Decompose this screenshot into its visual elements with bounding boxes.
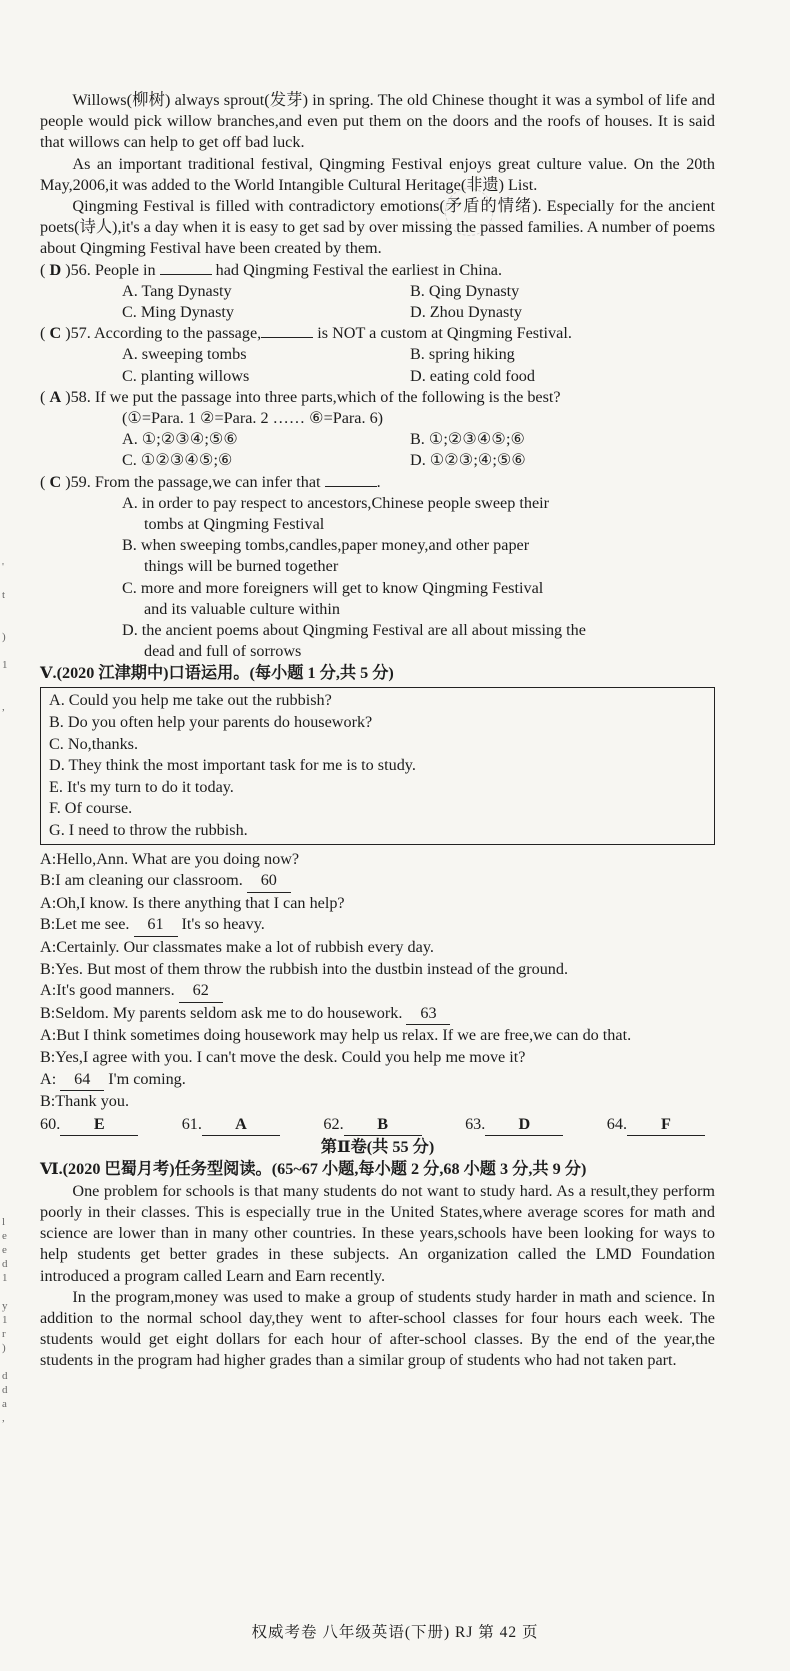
dialog-line: A:Oh,I know. Is there anything that I can help? — [40, 893, 345, 912]
dialog-line: B:I am cleaning our classroom. 60 — [40, 870, 715, 893]
option-a: A. Could you help me take out the rubbish? — [49, 691, 332, 710]
q56-option-b: B. Qing Dynasty — [410, 281, 520, 300]
blank-57 — [261, 337, 313, 338]
part-2-heading: 第Ⅱ卷(共 55 分) — [320, 1137, 435, 1156]
blank-56 — [160, 274, 212, 275]
left-margin-bleed-lower: l e e d 1 y 1 r ) d d a , — [2, 1216, 8, 1424]
answer-62: 62. B — [323, 1113, 421, 1136]
option-e: E. It's my turn to do it today. — [49, 777, 234, 796]
option-f: F. Of course. — [49, 799, 133, 818]
option-b: B. Do you often help your parents do housework? — [49, 713, 373, 732]
q59-options — [40, 493, 715, 663]
passage2-para1: One problem for schools is that many students do not want to study hard. As a result,they perform poorly in their classes. This is especially true in the United States,where average scores for math and science are lower than in many other countries. In these years,schools have been looking for ways to help students get better grades in these subjects. An organization called the LMD Foundation introduced a program called Learn and Earn recently. — [40, 1181, 715, 1285]
blank-62: 62 — [179, 980, 223, 1003]
q56-option-d: D. Zhou Dynasty — [410, 303, 522, 322]
options-box — [40, 687, 715, 844]
q58-hint: (①=Para. 1 ②=Para. 2 …… ⑥=Para. 6) — [122, 409, 384, 428]
blank-59 — [325, 486, 377, 487]
dialog-line: A:Hello,Ann. What are you doing now? — [40, 849, 300, 868]
dialog-line: B:Yes. But most of them throw the rubbish into the dustbin instead of the ground. — [40, 959, 569, 978]
q56-option-c: C. Ming Dynasty — [122, 303, 234, 322]
answer-56: D — [49, 260, 62, 279]
q59-option-d: D. the ancient poems about Qingming Festival are all about missing the dead and full of sorrows — [122, 621, 586, 661]
passage1-para2: As an important traditional festival, Qingming Festival enjoys great culture value. On the 20th May,2006,it was added to the World Intangible Cultural Heritage(非遗) List. — [40, 154, 715, 194]
q59-option-b: B. when sweeping tombs,candles,paper money,and other paper things will be burned together — [122, 536, 530, 576]
page-footer: 权威考卷 八年级英语(下册) RJ 第 42 页 — [251, 1624, 539, 1641]
answer-58: A — [49, 387, 62, 406]
q57-option-b: B. spring hiking — [410, 345, 515, 364]
dialog-line: A: 64 I'm coming. — [40, 1069, 715, 1092]
q57-option-a: A. sweeping tombs — [122, 345, 247, 364]
answer-63: 63. D — [465, 1113, 563, 1136]
answer-row — [40, 1113, 715, 1136]
answer-61: 61. A — [182, 1113, 280, 1136]
option-d: D. They think the most important task for me is to study. — [49, 756, 416, 775]
question-56: ( D )56. People in had Qingming Festival the earliest in China. — [40, 260, 503, 279]
question-59: ( C )59. From the passage,we can infer that . — [40, 472, 381, 491]
q56-options — [40, 281, 715, 323]
passage2-para2: In the program,money was used to make a group of students study harder in math and science. In addition to the normal school day,they went to after-school classes for four hours each week. The students would get eight dollars for each hour of after-school classes. By the end of the year,the students in the program had higher grades than a similar group of students who had not taken part. — [40, 1287, 715, 1370]
q57-options — [40, 344, 715, 386]
question-57: ( C )57. According to the passage, is NOT a custom at Qingming Festival. — [40, 324, 572, 343]
q58-option-c: C. ①②③④⑤;⑥ — [122, 451, 233, 470]
answer-64: 64. F — [607, 1113, 705, 1136]
blank-64: 64 — [60, 1069, 104, 1092]
page-content — [40, 90, 715, 1372]
q59-option-a: A. in order to pay respect to ancestors,Chinese people sweep their tombs at Qingming Festival — [122, 493, 550, 534]
dialogue — [40, 849, 715, 1113]
left-margin-bleed: ' t ) 1 , — [2, 561, 8, 713]
option-g: G. I need to throw the rubbish. — [49, 821, 248, 840]
q57-option-c: C. planting willows — [122, 366, 250, 385]
q58-option-b: B. ①;②③④⑤;⑥ — [410, 430, 525, 449]
option-c: C. No,thanks. — [49, 734, 139, 753]
question-58: ( A )58. If we put the passage into three parts,which of the following is the best? — [40, 387, 561, 406]
q58-options — [40, 429, 715, 471]
q59-option-c: C. more and more foreigners will get to know Qingming Festival and its valuable culture within — [122, 578, 544, 618]
q58-option-d: D. ①②③;④;⑤⑥ — [410, 451, 526, 470]
q58-option-a: A. ①;②③④;⑤⑥ — [122, 430, 238, 449]
passage1-para1: Willows(柳树) always sprout(发芽) in spring. The old Chinese thought it was a symbol of life and people would pick willow branches,and even put them on the doors and the roofs of houses. It is said that willows can help to get off bad luck. — [40, 91, 715, 152]
dialog-line: B:Let me see. 61 It's so heavy. — [40, 914, 715, 937]
q57-option-d: D. eating cold food — [410, 366, 535, 385]
blank-61: 61 — [134, 914, 178, 937]
dialog-line: A:But I think sometimes doing housework may help us relax. If we are free,we can do that. — [40, 1026, 632, 1045]
blank-63: 63 — [406, 1003, 450, 1026]
answer-59: C — [49, 472, 62, 491]
answer-60: 60. E — [40, 1113, 138, 1136]
section-5-title: Ⅴ.(2020 江津期中)口语运用。(每小题 1 分,共 5 分) — [40, 664, 394, 683]
dialog-line: B:Seldom. My parents seldom ask me to do housework. 63 — [40, 1003, 715, 1026]
dialog-line: A:Certainly. Our classmates make a lot of rubbish every day. — [40, 938, 434, 957]
passage1-para3: Qingming Festival is filled with contradictory emotions(矛盾的情绪). Especially for the ancient poets(诗人),it's a day when it is easy to get sad by over missing the passed families. A number of poems about Qingming Festival have been created by them. — [40, 197, 715, 258]
blank-60: 60 — [247, 870, 291, 893]
dialog-line: B:Thank you. — [40, 1092, 130, 1111]
dialog-line: A:It's good manners. 62 — [40, 980, 715, 1003]
answer-57: C — [49, 324, 62, 343]
section-6-title: Ⅵ.(2020 巴蜀月考)任务型阅读。(65~67 小题,每小题 2 分,68 小题 3 分,共 9 分) — [40, 1159, 587, 1178]
q56-option-a: A. Tang Dynasty — [122, 281, 232, 300]
dialog-line: B:Yes,I agree with you. I can't move the desk. Could you help me move it? — [40, 1047, 526, 1066]
